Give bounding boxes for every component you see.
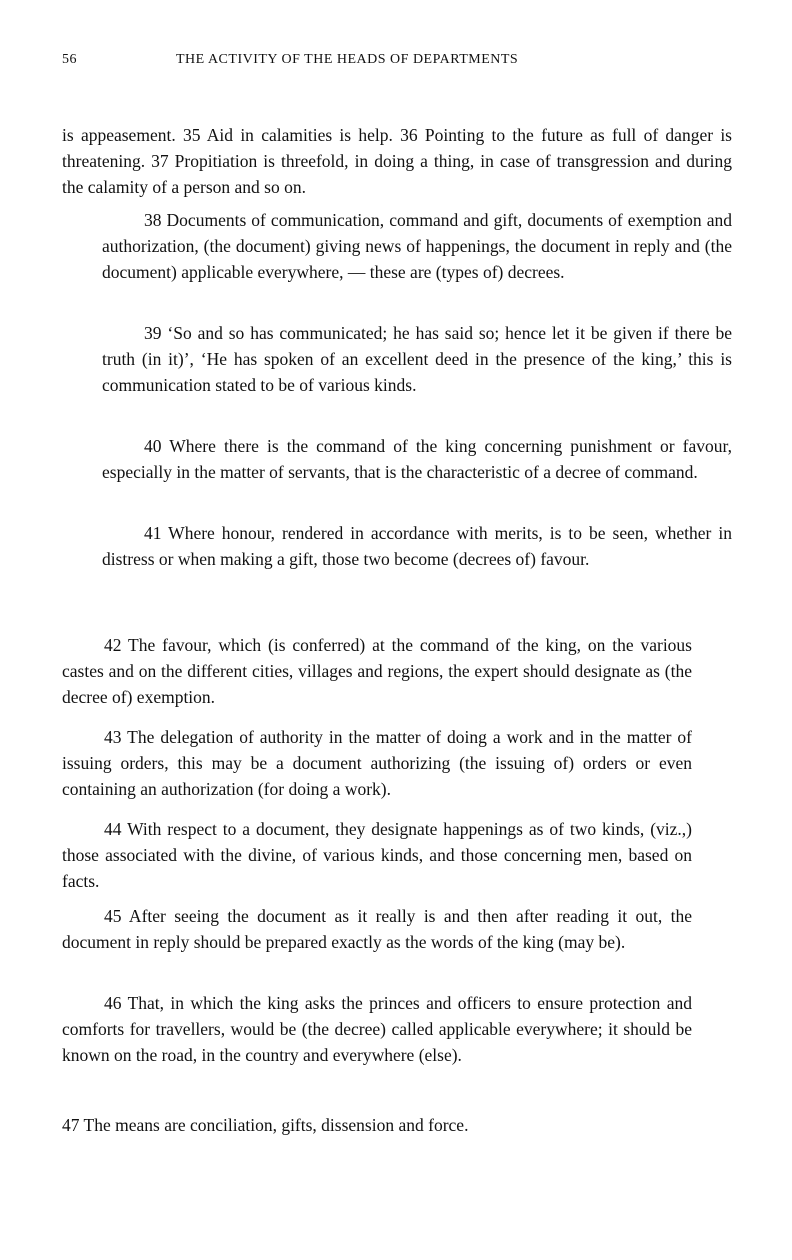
paragraph-44: 44 With respect to a document, they designate happenings as of two kinds, (viz.,) those associated with the divine, of various kinds, and those concerning men, based on facts. [62, 819, 692, 891]
paragraph-45: 45 After seeing the document as it really is and then after reading it out, the document in reply should be prepared exactly as the words of the king (may be). [62, 906, 692, 952]
paragraph-40: 40 Where there is the command of the king concerning punishment or favour, especially in the matter of servants, that is the characteristic of a decree of command. [102, 436, 732, 482]
page-number: 56 [62, 52, 77, 67]
paragraph-47: 47 The means are conciliation, gifts, dissension and force. [62, 1115, 469, 1135]
running-header [62, 52, 642, 72]
paragraph-41: 41 Where honour, rendered in accordance with merits, is to be seen, whether in distress or when making a gift, those two become (decrees of) favour. [102, 523, 732, 569]
paragraph-43: 43 The delegation of authority in the matter of doing a work and in the matter of issuing orders, this may be a document authorizing (the issuing of) orders or even containing an authorization (for doing a work). [62, 727, 692, 799]
paragraph-38: 38 Documents of communication, command and gift, documents of exemption and authorization, (the document) giving news of happenings, the document in reply and (the document) applicable everywhere, — these are (types of) decrees. [102, 210, 732, 282]
running-title: THE ACTIVITY OF THE HEADS OF DEPARTMENTS [176, 52, 519, 67]
paragraph-42: 42 The favour, which (is conferred) at the command of the king, on the various castes and on the different cities, villages and regions, the expert should designate as (the decree of) exemption. [62, 635, 692, 707]
paragraph-intro: is appeasement. 35 Aid in calamities is help. 36 Pointing to the future as full of danger is threatening. 37 Propitiation is threefold, in doing a thing, in case of transgression and during the calamity of a person and so on. [62, 125, 732, 197]
paragraph-46: 46 That, in which the king asks the princes and officers to ensure protection and comforts for travellers, would be (the decree) called applicable everywhere; it should be known on the road, in the country and everywhere (else). [62, 993, 692, 1065]
paragraph-39: 39 ‘So and so has communicated; he has said so; hence let it be given if there be truth (in it)’, ‘He has spoken of an excellent deed in the presence of the king,’ this is communication stated to be of various kinds. [102, 323, 732, 395]
